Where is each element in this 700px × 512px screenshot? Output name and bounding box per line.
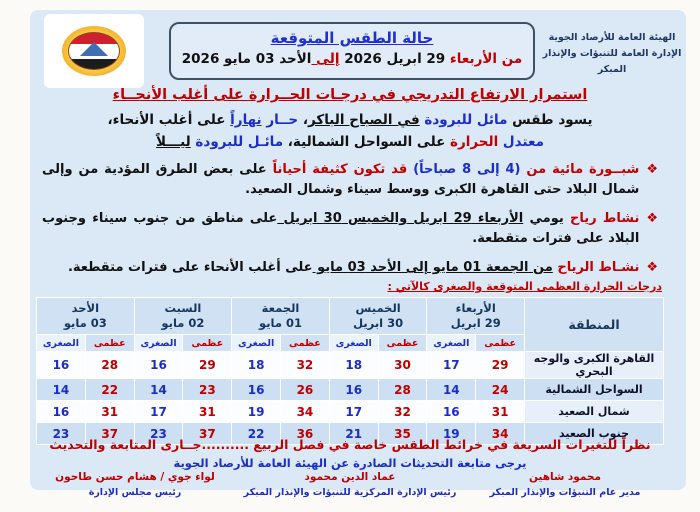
temperature-table-body — [37, 352, 664, 445]
subheader-max: عظمى — [183, 335, 232, 352]
text-span: مائل للبرودة — [419, 112, 508, 128]
subheader-min: الصغرى — [427, 335, 476, 352]
text-span: على أغلب الأنحاء، — [107, 112, 231, 128]
min-temp-value: 14 — [134, 379, 183, 401]
text-span: حــار — [261, 112, 299, 128]
max-temp-value: 37 — [85, 423, 134, 445]
min-temp-value: 16 — [232, 379, 281, 401]
text-span: (4 إلى 8 صباحاً) — [407, 162, 521, 177]
text-span: معتدل — [498, 133, 544, 150]
day-date: 30 ابريل — [353, 316, 404, 330]
subheader-max: عظمى — [378, 335, 427, 352]
day-date: 02 مايو — [161, 316, 205, 330]
footer-note-updates: نظراً للتغيرات السريعة في خرائط الطقس خاصة في فصل الربيع ..........جــارى المتابعة والتحديث — [49, 437, 651, 452]
min-temp-value: 21 — [329, 423, 378, 445]
min-temp-value: 17 — [427, 352, 476, 379]
max-temp-value: 29 — [183, 352, 232, 379]
bulletin-title: حالة الطقس المتوقعة — [270, 29, 434, 47]
text-span: على مناطق من جنوب سيناء وجنوب البلاد على فترات متقطعة. — [42, 211, 640, 246]
subheader-max: عظمى — [85, 335, 134, 352]
text-span: على السواحل الشمالية، — [283, 133, 446, 150]
authority-logo-box — [44, 14, 144, 88]
region-name: جنوب الصعيد — [525, 423, 664, 445]
text-span: 29 ابريل 2026 — [339, 51, 446, 67]
day-name: الخميس — [355, 301, 401, 316]
organization-line1: الهيئة العامة للأرصاد الجوية — [548, 32, 676, 43]
max-temp-value: 35 — [378, 423, 427, 445]
text-span: مائـل للبرودة — [190, 133, 284, 150]
organization-line2: الإدارة العامة للتنبؤات والإنذار المبكر — [542, 48, 682, 76]
bulletin-date-range — [171, 51, 533, 67]
text-span: من الأربعاء — [445, 51, 523, 67]
max-temp-value: 32 — [378, 401, 427, 423]
min-temp-value: 14 — [427, 379, 476, 401]
max-temp-value: 31 — [183, 401, 232, 423]
temperature-table-head — [37, 298, 664, 352]
subheader-min: الصغرى — [329, 335, 378, 352]
subheader-max: عظمى — [476, 335, 525, 352]
text-span: على أغلب الأنحاء على فترات متقطعة. — [67, 260, 313, 275]
max-temp-value: 31 — [476, 401, 525, 423]
min-temp-value: 18 — [329, 352, 378, 379]
min-temp-value: 17 — [329, 401, 378, 423]
bullet-fog — [42, 160, 658, 199]
signature-director-general — [470, 470, 660, 500]
weather-summary-paragraph — [40, 110, 660, 153]
min-temp-value: 16 — [134, 352, 183, 379]
table-caption: درجات الحرارة العظمى المتوقعة والصغرى كالآتي : — [387, 280, 662, 293]
signature-name: محمود شاهين — [528, 471, 602, 483]
table-row — [37, 379, 664, 401]
day-name: الجمعة — [261, 301, 300, 316]
subheader-min: الصغرى — [134, 335, 183, 352]
min-temp-value: 22 — [232, 423, 281, 445]
table-row — [37, 401, 664, 423]
region-name: شمال الصعيد — [525, 401, 664, 423]
max-temp-value: 34 — [476, 423, 525, 445]
region-name: السواحل الشمالية — [525, 379, 664, 401]
bullet-wind-may — [42, 258, 658, 278]
signature-name: عماد الدين محمود — [304, 471, 396, 483]
min-temp-value: 16 — [427, 401, 476, 423]
text-span: يومي — [523, 211, 564, 226]
region-name: القاهرة الكبرى والوجه البحري — [525, 352, 664, 379]
col-header-day-2 — [232, 298, 330, 335]
max-temp-value: 32 — [281, 352, 330, 379]
table-row — [37, 352, 664, 379]
max-temp-value: 31 — [85, 401, 134, 423]
max-temp-value: 22 — [85, 379, 134, 401]
text-span: نشـاط الرياح — [552, 260, 640, 275]
max-temp-value: 37 — [183, 423, 232, 445]
col-header-day-4 — [37, 298, 135, 335]
min-temp-value: 16 — [37, 352, 86, 379]
text-span: نشاط رياح — [563, 211, 640, 226]
bullet-list — [42, 160, 658, 288]
col-header-day-0 — [427, 298, 525, 335]
max-temp-value: 26 — [281, 379, 330, 401]
min-temp-value: 14 — [37, 379, 86, 401]
max-temp-value: 24 — [476, 379, 525, 401]
bullet-diamond-icon: ❖ — [646, 211, 658, 226]
bullet-diamond-icon: ❖ — [646, 260, 658, 275]
text-span: يسود طقس — [507, 112, 593, 128]
day-date: 01 مايو — [259, 316, 303, 330]
min-temp-value: 17 — [134, 401, 183, 423]
min-temp-value: 23 — [134, 423, 183, 445]
min-temp-value: 16 — [329, 379, 378, 401]
text-span: ليـــلاً — [156, 133, 191, 150]
min-temp-value: 19 — [427, 423, 476, 445]
max-temp-value: 29 — [476, 352, 525, 379]
text-span: الأربعاء 29 ابريل والخميس 30 ابريل — [277, 211, 524, 226]
text-span: الأحد 03 مايو 2026 — [181, 51, 312, 67]
col-header-region: المنطقة — [525, 298, 664, 352]
min-temp-value: 19 — [232, 401, 281, 423]
main-headline: استمرار الارتفاع التدريجي في درجـات الحــرارة على أغلب الأنحــاء — [112, 87, 588, 103]
bullet-wind-may-text — [42, 258, 639, 278]
signature-board-chairman — [40, 470, 230, 500]
text-span: إلى — [311, 51, 340, 67]
bullet-wind-apr — [42, 209, 658, 248]
max-temp-value: 28 — [85, 352, 134, 379]
bullet-fog-text — [42, 160, 639, 199]
text-span: نهاراً — [230, 112, 262, 128]
bullet-diamond-icon: ❖ — [646, 162, 658, 177]
min-temp-value: 16 — [37, 401, 86, 423]
text-span: ، — [298, 112, 308, 128]
day-name: الأربعاء — [455, 301, 496, 316]
title-box — [169, 22, 535, 80]
text-span: قد تكون كثيفة أحياناً — [266, 162, 408, 177]
footer-note-follow: يرجى متابعة التحديثات الصادرة عن الهيئة العامة للأرصاد الجوية — [173, 456, 527, 470]
text-span: من الجمعة 01 مايو إلى الأحد 03 مايو — [312, 260, 553, 275]
min-temp-value: 23 — [37, 423, 86, 445]
signature-title: مدير عام التنبؤات والإنذار المبكر — [489, 486, 641, 498]
day-name: السبت — [164, 301, 202, 316]
subheader-min: الصغرى — [37, 335, 86, 352]
meteorology-authority-logo-icon — [62, 26, 126, 76]
max-temp-value: 34 — [281, 401, 330, 423]
signature-title: رئيس مجلس الإدارة — [88, 486, 182, 498]
col-header-day-3 — [134, 298, 232, 335]
col-header-day-1 — [329, 298, 427, 335]
signature-title: رئيس الإدارة المركزية للتنبؤات والإنذار المبكر — [243, 486, 457, 498]
max-temp-value: 30 — [378, 352, 427, 379]
signature-name: لواء جوي / هشام حسن طاحون — [55, 471, 215, 483]
subheader-min: الصغرى — [232, 335, 281, 352]
day-date: 29 ابريل — [450, 316, 501, 330]
day-name: الأحد — [71, 301, 100, 316]
max-temp-value: 28 — [378, 379, 427, 401]
bullet-wind-apr-text — [42, 209, 639, 248]
text-span: في الصباح الباكر — [307, 112, 420, 128]
max-temp-value: 36 — [281, 423, 330, 445]
logo-flag-oval — [68, 32, 120, 70]
organization-name — [532, 30, 692, 78]
logo-mountain-shape — [80, 42, 108, 56]
temperature-table — [36, 297, 664, 445]
day-date: 03 مايو — [63, 316, 107, 330]
subheader-max: عظمى — [281, 335, 330, 352]
text-span: شبــورة مائية من — [520, 162, 640, 177]
text-span: الحرارة — [445, 133, 499, 150]
text-span: على بعض الطرق المؤدية من وإلى شمال البلاد حتى القاهرة الكبرى ووسط سيناء وشمال الصعيد. — [42, 162, 640, 197]
signature-central-admin-head — [230, 470, 470, 500]
max-temp-value: 23 — [183, 379, 232, 401]
min-temp-value: 18 — [232, 352, 281, 379]
